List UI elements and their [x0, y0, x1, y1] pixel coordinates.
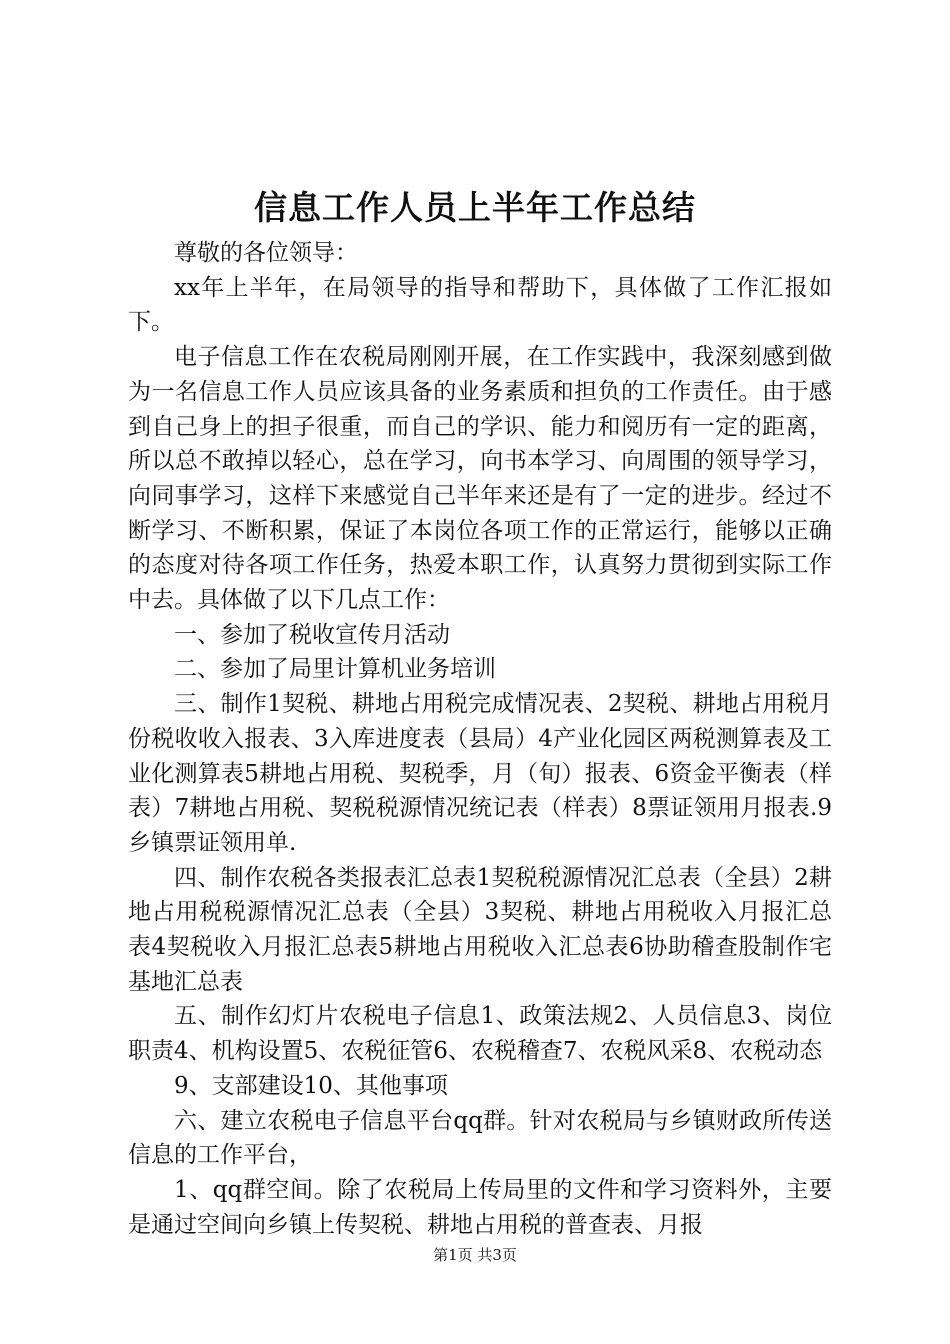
paragraph-intro: xx年上半年，在局领导的指导和帮助下，具体做了工作汇报如下。	[128, 274, 832, 336]
list-item-4: 四、制作农税各类报表汇总表1契税税源情况汇总表（全县）2耕地占用税税源情况汇总表（全县）3契税、耕地占用税收入月报汇总表4契税收入月报汇总表5耕地占用税收入汇总表6协助稽查股制作宅基地汇总表	[128, 864, 832, 995]
paragraph-main: 电子信息工作在农税局刚刚开展，在工作实践中，我深刻感到做为一名信息工作人员应该具备的业务素质和担负的工作责任。由于感到自己身上的担子很重，而自己的学识、能力和阅历有一定的距离，所以总不敢掉以轻心，总在学习，向书本学习、向周围的领导学习，向同事学习，这样下来感觉自己半年来还是有了一定的进步。经过不断学习、不断积累，保证了本岗位各项工作的正常运行，能够以正确的态度对待各项工作任务，热爱本职工作，认真努力贯彻到实际工作中去。具体做了以下几点工作：	[128, 344, 832, 614]
paragraph-salutation: 尊敬的各位领导：	[174, 240, 358, 266]
list-item-1: 一、参加了税收宣传月活动	[174, 621, 450, 648]
list-item-5-continued: 9、支部建设10、其他事项	[174, 1072, 448, 1099]
list-item-5: 五、制作幻灯片农税电子信息1、政策法规2、人员信息3、岗位职责4、机构设置5、农税征管6、农税稽查7、农税风采8、农税动态	[128, 1003, 832, 1065]
document-body	[128, 236, 832, 1242]
list-item-2: 二、参加了局里计算机业务培训	[174, 656, 496, 683]
document-title: 信息工作人员上半年工作总结	[254, 188, 696, 227]
sub-item-1: 1、qq群空间。除了农税局上传局里的文件和学习资料外，主要是通过空间向乡镇上传契税、耕地占用税的普查表、月报	[128, 1176, 832, 1238]
list-item-6: 六、建立农税电子信息平台qq群。针对农税局与乡镇财政所传送信息的工作平台，	[128, 1107, 832, 1169]
list-item-3: 三、制作1契税、耕地占用税完成情况表、2契税、耕地占用税月份税收收入报表、3入库进度表（县局）4产业化园区两税测算表及工业化测算表5耕地占用税、契税季，月（旬）报表、6资金平衡表（样表）7耕地占用税、契税税源情况统记表（样表）8票证领用月报表.9乡镇票证领用单.	[128, 691, 832, 856]
page-footer: 第1页 共3页	[433, 1246, 517, 1264]
